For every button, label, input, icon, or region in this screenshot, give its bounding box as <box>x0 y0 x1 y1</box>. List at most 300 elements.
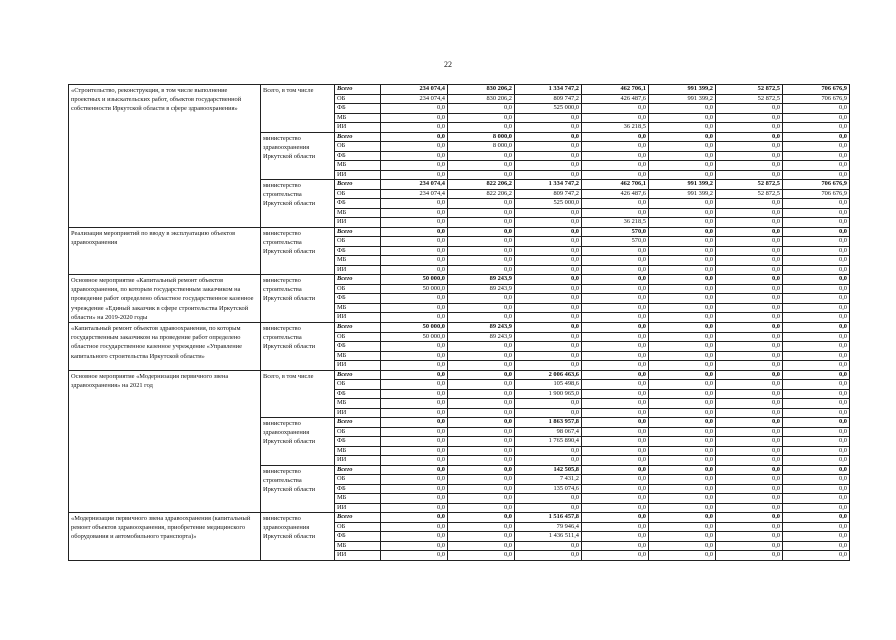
table-row <box>69 85 850 95</box>
funding-source-cell: Всего <box>335 513 381 523</box>
amount-cell: 0,0 <box>649 199 716 209</box>
amount-cell: 0,0 <box>515 246 582 256</box>
amount-cell: 0,0 <box>582 513 649 523</box>
amount-cell: 135 074,6 <box>515 484 582 494</box>
amount-cell: 234 074,4 <box>381 94 448 104</box>
amount-cell: 0,0 <box>582 484 649 494</box>
amount-cell: 0,0 <box>783 484 850 494</box>
amount-cell: 79 946,4 <box>515 522 582 532</box>
amount-cell: 830 206,2 <box>448 94 515 104</box>
amount-cell: 0,0 <box>448 113 515 123</box>
activity-name-cell: Основное мероприятие «Модернизация первичного звена здравоохранения» на 2021 год <box>69 370 261 513</box>
amount-cell: 706 676,9 <box>783 180 850 190</box>
amount-cell: 0,0 <box>515 408 582 418</box>
amount-cell: 0,0 <box>582 465 649 475</box>
amount-cell: 0,0 <box>582 437 649 447</box>
amount-cell: 0,0 <box>716 104 783 114</box>
funding-source-cell: МБ <box>335 446 381 456</box>
amount-cell: 0,0 <box>582 551 649 561</box>
amount-cell: 0,0 <box>649 246 716 256</box>
amount-cell: 0,0 <box>515 275 582 285</box>
amount-cell: 0,0 <box>716 313 783 323</box>
amount-cell: 0,0 <box>381 227 448 237</box>
amount-cell: 0,0 <box>716 294 783 304</box>
amount-cell: 0,0 <box>448 437 515 447</box>
amount-cell: 0,0 <box>381 113 448 123</box>
funding-source-cell: Всего <box>335 85 381 95</box>
amount-cell: 0,0 <box>649 332 716 342</box>
amount-cell: 0,0 <box>716 522 783 532</box>
amount-cell: 0,0 <box>582 380 649 390</box>
amount-cell: 89 243,9 <box>448 332 515 342</box>
funding-source-cell: ИИ <box>335 361 381 371</box>
amount-cell: 809 747,2 <box>515 94 582 104</box>
amount-cell: 0,0 <box>649 465 716 475</box>
amount-cell: 0,0 <box>448 532 515 542</box>
funding-source-cell: ОБ <box>335 237 381 247</box>
amount-cell: 0,0 <box>649 370 716 380</box>
amount-cell: 0,0 <box>582 275 649 285</box>
amount-cell: 52 872,5 <box>716 94 783 104</box>
amount-cell: 0,0 <box>783 227 850 237</box>
amount-cell: 0,0 <box>716 342 783 352</box>
responsible-cell: министерство здравоохранения Иркутской области <box>261 418 335 466</box>
amount-cell: 0,0 <box>649 532 716 542</box>
amount-cell: 0,0 <box>515 361 582 371</box>
amount-cell: 0,0 <box>381 532 448 542</box>
amount-cell: 0,0 <box>381 361 448 371</box>
amount-cell: 0,0 <box>716 408 783 418</box>
amount-cell: 0,0 <box>582 284 649 294</box>
amount-cell: 0,0 <box>716 437 783 447</box>
amount-cell: 0,0 <box>582 494 649 504</box>
amount-cell: 0,0 <box>649 446 716 456</box>
funding-source-cell: МБ <box>335 113 381 123</box>
amount-cell: 0,0 <box>716 418 783 428</box>
amount-cell: 0,0 <box>716 532 783 542</box>
amount-cell: 0,0 <box>783 370 850 380</box>
funding-source-cell: ФБ <box>335 294 381 304</box>
amount-cell: 0,0 <box>783 389 850 399</box>
amount-cell: 142 505,8 <box>515 465 582 475</box>
amount-cell: 0,0 <box>515 256 582 266</box>
funding-source-cell: ИИ <box>335 551 381 561</box>
amount-cell: 0,0 <box>515 113 582 123</box>
amount-cell: 0,0 <box>448 256 515 266</box>
amount-cell: 0,0 <box>783 294 850 304</box>
amount-cell: 105 498,6 <box>515 380 582 390</box>
amount-cell: 234 074,4 <box>381 85 448 95</box>
amount-cell: 0,0 <box>716 170 783 180</box>
amount-cell: 0,0 <box>649 513 716 523</box>
funding-source-cell: МБ <box>335 303 381 313</box>
amount-cell: 0,0 <box>448 475 515 485</box>
amount-cell: 525 000,0 <box>515 199 582 209</box>
amount-cell: 0,0 <box>582 446 649 456</box>
amount-cell: 0,0 <box>783 123 850 133</box>
amount-cell: 0,0 <box>381 199 448 209</box>
funding-source-cell: МБ <box>335 256 381 266</box>
amount-cell: 0,0 <box>716 161 783 171</box>
funding-source-cell: ОБ <box>335 427 381 437</box>
amount-cell: 0,0 <box>582 142 649 152</box>
funding-source-cell: Всего <box>335 180 381 190</box>
funding-source-cell: ИИ <box>335 503 381 513</box>
funding-source-cell: ОБ <box>335 142 381 152</box>
amount-cell: 0,0 <box>381 161 448 171</box>
amount-cell: 0,0 <box>515 456 582 466</box>
amount-cell: 0,0 <box>448 484 515 494</box>
amount-cell: 0,0 <box>448 361 515 371</box>
amount-cell: 0,0 <box>448 418 515 428</box>
table-row <box>69 275 850 285</box>
amount-cell: 0,0 <box>649 142 716 152</box>
responsible-cell: министерство строительства Иркутской области <box>261 275 335 323</box>
amount-cell: 0,0 <box>649 380 716 390</box>
amount-cell: 0,0 <box>448 513 515 523</box>
activity-name-cell: «Модернизация первичного звена здравоохранения (капитальный ремонт объектов здравоохранения, приобретение медицинского оборудования и автомобильного транспорта)» <box>69 513 261 561</box>
amount-cell: 52 872,5 <box>716 85 783 95</box>
amount-cell: 0,0 <box>381 208 448 218</box>
amount-cell: 570,0 <box>582 237 649 247</box>
amount-cell: 0,0 <box>649 113 716 123</box>
amount-cell: 1 863 957,8 <box>515 418 582 428</box>
amount-cell: 0,0 <box>582 408 649 418</box>
amount-cell: 0,0 <box>582 151 649 161</box>
amount-cell: 0,0 <box>582 199 649 209</box>
amount-cell: 0,0 <box>381 342 448 352</box>
amount-cell: 0,0 <box>381 123 448 133</box>
funding-source-cell: ИИ <box>335 313 381 323</box>
amount-cell: 234 074,4 <box>381 189 448 199</box>
amount-cell: 0,0 <box>381 465 448 475</box>
amount-cell: 0,0 <box>716 503 783 513</box>
amount-cell: 0,0 <box>649 494 716 504</box>
amount-cell: 0,0 <box>649 361 716 371</box>
amount-cell: 0,0 <box>716 446 783 456</box>
amount-cell: 0,0 <box>582 332 649 342</box>
responsible-cell: министерство строительства Иркутской области <box>261 227 335 275</box>
amount-cell: 0,0 <box>783 475 850 485</box>
amount-cell: 234 074,4 <box>381 180 448 190</box>
funding-source-cell: ФБ <box>335 151 381 161</box>
amount-cell: 0,0 <box>381 418 448 428</box>
amount-cell: 0,0 <box>448 246 515 256</box>
amount-cell: 0,0 <box>716 227 783 237</box>
amount-cell: 0,0 <box>716 541 783 551</box>
amount-cell: 706 676,9 <box>783 85 850 95</box>
funding-source-cell: МБ <box>335 161 381 171</box>
amount-cell: 0,0 <box>716 265 783 275</box>
amount-cell: 0,0 <box>716 142 783 152</box>
funding-source-cell: Всего <box>335 227 381 237</box>
amount-cell: 0,0 <box>582 351 649 361</box>
funding-source-cell: ИИ <box>335 408 381 418</box>
funding-source-cell: ОБ <box>335 522 381 532</box>
amount-cell: 1 516 457,8 <box>515 513 582 523</box>
amount-cell: 0,0 <box>448 370 515 380</box>
page-number: 22 <box>444 60 452 69</box>
amount-cell: 0,0 <box>381 151 448 161</box>
table-row <box>69 323 850 333</box>
amount-cell: 0,0 <box>716 513 783 523</box>
amount-cell: 0,0 <box>649 170 716 180</box>
amount-cell: 0,0 <box>381 484 448 494</box>
amount-cell: 0,0 <box>381 246 448 256</box>
amount-cell: 0,0 <box>582 208 649 218</box>
amount-cell: 0,0 <box>381 380 448 390</box>
amount-cell: 1 334 747,2 <box>515 180 582 190</box>
amount-cell: 0,0 <box>649 237 716 247</box>
amount-cell: 0,0 <box>783 208 850 218</box>
amount-cell: 0,0 <box>649 541 716 551</box>
amount-cell: 0,0 <box>448 123 515 133</box>
funding-source-cell: ОБ <box>335 189 381 199</box>
amount-cell: 0,0 <box>783 161 850 171</box>
amount-cell: 0,0 <box>716 389 783 399</box>
amount-cell: 0,0 <box>448 265 515 275</box>
amount-cell: 0,0 <box>716 551 783 561</box>
amount-cell: 0,0 <box>783 456 850 466</box>
amount-cell: 0,0 <box>515 551 582 561</box>
amount-cell: 0,0 <box>649 265 716 275</box>
amount-cell: 0,0 <box>448 199 515 209</box>
amount-cell: 50 000,0 <box>381 275 448 285</box>
amount-cell: 0,0 <box>448 465 515 475</box>
amount-cell: 0,0 <box>783 313 850 323</box>
responsible-cell: Всего, в том числе <box>261 370 335 418</box>
amount-cell: 0,0 <box>381 294 448 304</box>
amount-cell: 525 000,0 <box>515 104 582 114</box>
amount-cell: 0,0 <box>515 351 582 361</box>
amount-cell: 0,0 <box>582 541 649 551</box>
amount-cell: 0,0 <box>649 208 716 218</box>
amount-cell: 0,0 <box>783 418 850 428</box>
funding-source-cell: ИИ <box>335 265 381 275</box>
amount-cell: 462 706,1 <box>582 85 649 95</box>
amount-cell: 0,0 <box>649 104 716 114</box>
funding-source-cell: МБ <box>335 208 381 218</box>
amount-cell: 0,0 <box>783 256 850 266</box>
amount-cell: 0,0 <box>448 456 515 466</box>
amount-cell: 8 000,0 <box>448 142 515 152</box>
funding-source-cell: МБ <box>335 494 381 504</box>
funding-source-cell: Всего <box>335 418 381 428</box>
amount-cell: 0,0 <box>381 551 448 561</box>
amount-cell: 0,0 <box>582 370 649 380</box>
amount-cell: 0,0 <box>783 237 850 247</box>
amount-cell: 0,0 <box>582 522 649 532</box>
amount-cell: 0,0 <box>515 284 582 294</box>
amount-cell: 0,0 <box>515 294 582 304</box>
amount-cell: 0,0 <box>582 256 649 266</box>
amount-cell: 0,0 <box>783 408 850 418</box>
amount-cell: 0,0 <box>582 456 649 466</box>
amount-cell: 0,0 <box>716 284 783 294</box>
amount-cell: 0,0 <box>783 551 850 561</box>
amount-cell: 0,0 <box>515 313 582 323</box>
amount-cell: 0,0 <box>716 275 783 285</box>
amount-cell: 0,0 <box>582 132 649 142</box>
amount-cell: 0,0 <box>515 227 582 237</box>
amount-cell: 0,0 <box>649 218 716 228</box>
amount-cell: 0,0 <box>515 399 582 409</box>
amount-cell: 0,0 <box>716 427 783 437</box>
amount-cell: 0,0 <box>582 503 649 513</box>
amount-cell: 0,0 <box>716 246 783 256</box>
amount-cell: 0,0 <box>783 494 850 504</box>
amount-cell: 0,0 <box>381 446 448 456</box>
amount-cell: 0,0 <box>448 161 515 171</box>
amount-cell: 0,0 <box>381 408 448 418</box>
amount-cell: 0,0 <box>649 313 716 323</box>
funding-source-cell: ФБ <box>335 484 381 494</box>
funding-source-cell: Всего <box>335 370 381 380</box>
amount-cell: 0,0 <box>649 351 716 361</box>
amount-cell: 0,0 <box>783 170 850 180</box>
amount-cell: 0,0 <box>448 380 515 390</box>
funding-source-cell: Всего <box>335 323 381 333</box>
amount-cell: 0,0 <box>649 484 716 494</box>
amount-cell: 0,0 <box>515 218 582 228</box>
amount-cell: 0,0 <box>448 294 515 304</box>
amount-cell: 0,0 <box>515 265 582 275</box>
amount-cell: 0,0 <box>381 475 448 485</box>
amount-cell: 809 747,2 <box>515 189 582 199</box>
amount-cell: 0,0 <box>716 256 783 266</box>
responsible-cell: министерство строительства Иркутской области <box>261 323 335 371</box>
amount-cell: 0,0 <box>448 208 515 218</box>
amount-cell: 0,0 <box>783 332 850 342</box>
responsible-cell: министерство здравоохранения Иркутской области <box>261 132 335 180</box>
amount-cell: 0,0 <box>582 323 649 333</box>
amount-cell: 0,0 <box>649 132 716 142</box>
activity-name-cell: Реализация мероприятий по вводу в эксплуатацию объектов здравоохранения <box>69 227 261 275</box>
amount-cell: 0,0 <box>783 275 850 285</box>
amount-cell: 0,0 <box>448 237 515 247</box>
funding-source-cell: ОБ <box>335 94 381 104</box>
amount-cell: 0,0 <box>649 427 716 437</box>
amount-cell: 8 000,0 <box>448 132 515 142</box>
amount-cell: 0,0 <box>515 323 582 333</box>
amount-cell: 0,0 <box>716 361 783 371</box>
funding-source-cell: ФБ <box>335 246 381 256</box>
amount-cell: 0,0 <box>515 170 582 180</box>
amount-cell: 0,0 <box>582 475 649 485</box>
amount-cell: 0,0 <box>448 313 515 323</box>
amount-cell: 0,0 <box>448 408 515 418</box>
funding-source-cell: ФБ <box>335 532 381 542</box>
amount-cell: 0,0 <box>783 399 850 409</box>
amount-cell: 0,0 <box>448 503 515 513</box>
amount-cell: 0,0 <box>448 541 515 551</box>
amount-cell: 0,0 <box>783 151 850 161</box>
amount-cell: 0,0 <box>381 313 448 323</box>
amount-cell: 0,0 <box>381 437 448 447</box>
amount-cell: 0,0 <box>783 218 850 228</box>
amount-cell: 0,0 <box>448 218 515 228</box>
amount-cell: 0,0 <box>448 227 515 237</box>
amount-cell: 822 206,2 <box>448 180 515 190</box>
amount-cell: 0,0 <box>649 389 716 399</box>
amount-cell: 0,0 <box>716 494 783 504</box>
amount-cell: 0,0 <box>783 246 850 256</box>
amount-cell: 0,0 <box>515 446 582 456</box>
amount-cell: 50 000,0 <box>381 332 448 342</box>
amount-cell: 0,0 <box>716 199 783 209</box>
amount-cell: 570,0 <box>582 227 649 237</box>
amount-cell: 0,0 <box>649 437 716 447</box>
amount-cell: 0,0 <box>582 170 649 180</box>
funding-source-cell: ФБ <box>335 342 381 352</box>
responsible-cell: Всего, в том числе <box>261 85 335 133</box>
amount-cell: 0,0 <box>515 342 582 352</box>
amount-cell: 0,0 <box>649 151 716 161</box>
amount-cell: 0,0 <box>649 342 716 352</box>
amount-cell: 0,0 <box>582 294 649 304</box>
amount-cell: 0,0 <box>649 475 716 485</box>
amount-cell: 426 487,6 <box>582 189 649 199</box>
amount-cell: 991 399,2 <box>649 189 716 199</box>
amount-cell: 2 006 463,6 <box>515 370 582 380</box>
responsible-cell: министерство здравоохранения Иркутской области <box>261 513 335 561</box>
amount-cell: 0,0 <box>716 484 783 494</box>
amount-cell: 991 399,2 <box>649 94 716 104</box>
amount-cell: 0,0 <box>783 361 850 371</box>
amount-cell: 0,0 <box>515 123 582 133</box>
amount-cell: 0,0 <box>783 351 850 361</box>
funding-source-cell: ИИ <box>335 123 381 133</box>
amount-cell: 0,0 <box>716 218 783 228</box>
amount-cell: 0,0 <box>783 142 850 152</box>
amount-cell: 0,0 <box>515 151 582 161</box>
responsible-cell: министерство строительства Иркутской области <box>261 180 335 228</box>
amount-cell: 0,0 <box>582 389 649 399</box>
amount-cell: 0,0 <box>716 208 783 218</box>
amount-cell: 36 218,5 <box>582 218 649 228</box>
funding-source-cell: ИИ <box>335 170 381 180</box>
amount-cell: 0,0 <box>448 303 515 313</box>
budget-table <box>68 84 850 561</box>
amount-cell: 0,0 <box>381 399 448 409</box>
amount-cell: 0,0 <box>582 246 649 256</box>
amount-cell: 52 872,5 <box>716 189 783 199</box>
amount-cell: 0,0 <box>381 256 448 266</box>
amount-cell: 0,0 <box>783 303 850 313</box>
amount-cell: 0,0 <box>515 503 582 513</box>
amount-cell: 0,0 <box>783 113 850 123</box>
amount-cell: 0,0 <box>783 342 850 352</box>
amount-cell: 991 399,2 <box>649 180 716 190</box>
amount-cell: 1 436 511,4 <box>515 532 582 542</box>
amount-cell: 0,0 <box>783 199 850 209</box>
amount-cell: 0,0 <box>783 522 850 532</box>
amount-cell: 0,0 <box>649 256 716 266</box>
amount-cell: 52 872,5 <box>716 180 783 190</box>
amount-cell: 0,0 <box>716 399 783 409</box>
amount-cell: 0,0 <box>448 494 515 504</box>
amount-cell: 0,0 <box>716 380 783 390</box>
amount-cell: 0,0 <box>448 104 515 114</box>
amount-cell: 0,0 <box>783 503 850 513</box>
amount-cell: 991 399,2 <box>649 85 716 95</box>
amount-cell: 50 000,0 <box>381 284 448 294</box>
amount-cell: 0,0 <box>381 522 448 532</box>
funding-source-cell: Всего <box>335 465 381 475</box>
amount-cell: 0,0 <box>716 151 783 161</box>
amount-cell: 0,0 <box>381 494 448 504</box>
amount-cell: 0,0 <box>582 303 649 313</box>
